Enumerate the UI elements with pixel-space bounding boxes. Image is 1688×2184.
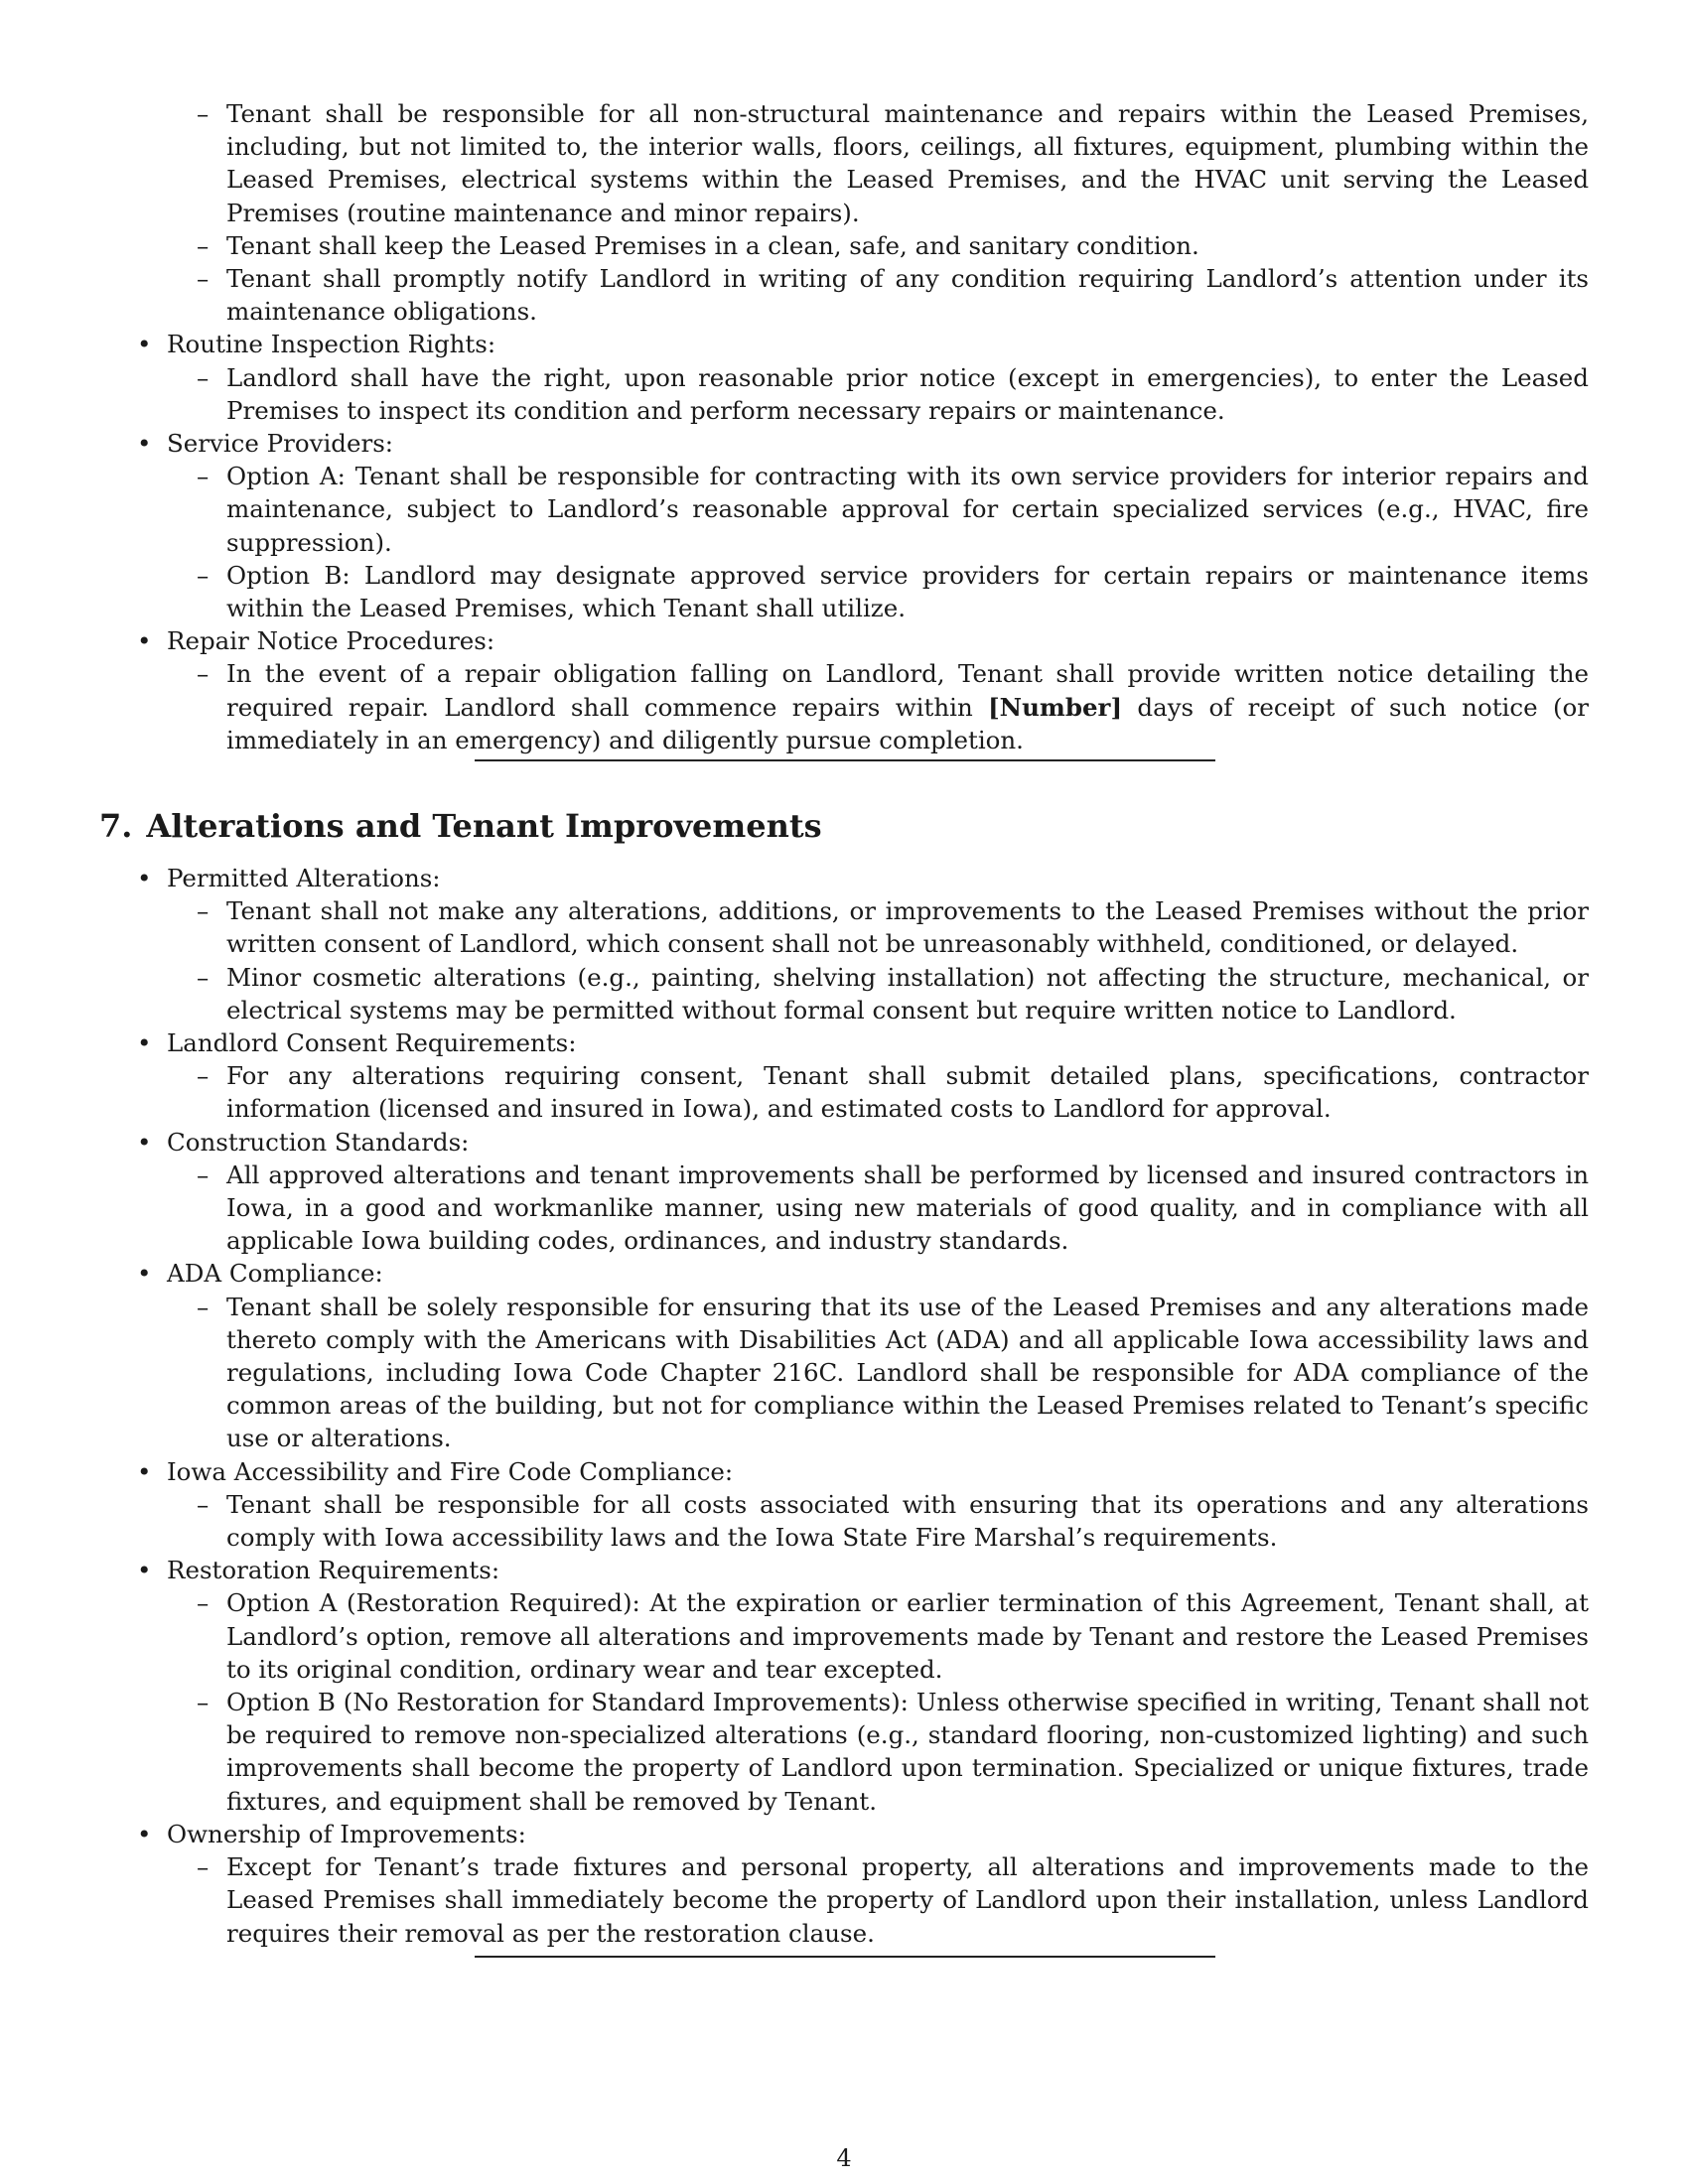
bullet-item: • Restoration Requirements: (99, 1554, 1589, 1586)
bullet-item: • Permitted Alterations: (99, 862, 1589, 894)
section-7-list (99, 862, 1589, 1950)
repair-notice-list (99, 657, 1589, 756)
sub-item: – Tenant shall be responsible for all non-structural maintenance and repairs within the Leased Premises, including, but not limited to, the interior walls, floors, ceilings, all fixtures, equipment, plumbing within the Leased Premises, electrical systems within the Leased Premises, and the HVAC unit serving the Leased Premises (routine maintenance and minor repairs). (99, 97, 1589, 229)
bullet-item: • Iowa Accessibility and Fire Code Compliance: (99, 1455, 1589, 1488)
section-7-body (99, 862, 1589, 1950)
section-divider (475, 759, 1215, 761)
sub-item: – Landlord shall have the right, upon reasonable prior notice (except in emergencies), to enter the Leased Premises to inspect its condition and perform necessary repairs or maintenance. (99, 361, 1589, 427)
section-6-list (99, 97, 1589, 657)
sub-item: – Tenant shall be solely responsible for ensuring that its use of the Leased Premises and any alterations made thereto comply with the Americans with Disabilities Act (ADA) and all applicable Iowa accessibility laws and regulations, including Iowa Code Chapter 216C. Landlord shall be responsible for ADA compliance of the common areas of the building, but not for compliance within the Leased Premises related to Tenant’s specific use or alterations. (99, 1291, 1589, 1455)
page-number: 4 (836, 2144, 852, 2172)
sub-item: – All approved alterations and tenant improvements shall be performed by licensed and insured contractors in Iowa, in a good and workmanlike manner, using new materials of good quality, and in compliance with all applicable Iowa building codes, ordinances, and industry standards. (99, 1159, 1589, 1258)
repair-notice-after: days of receipt of such notice (or immediately in an emergency) and diligently pursue completion. (226, 692, 1589, 754)
section-number: 7. (99, 807, 133, 845)
sub-item: – For any alterations requiring consent, Tenant shall submit detailed plans, specifications, contractor information (licensed and insured in Iowa), and estimated costs to Landlord for approval. (99, 1059, 1589, 1125)
sub-item: – Option B: Landlord may designate approved service providers for certain repairs or maintenance items within the Leased Premises, which Tenant shall utilize. (99, 559, 1589, 624)
section-divider (475, 1956, 1215, 1958)
sub-item: – Option A: Tenant shall be responsible for contracting with its own service providers for interior repairs and maintenance, subject to Landlord’s reasonable approval for certain specialized services (e.g., HVAC, fire suppression). (99, 460, 1589, 559)
bullet-item: • Construction Standards: (99, 1126, 1589, 1159)
section-7-heading (99, 806, 822, 846)
bullet-item: • Service Providers: (99, 427, 1589, 460)
bullet-item: • Ownership of Improvements: (99, 1818, 1589, 1850)
section-title: Alterations and Tenant Improvements (146, 807, 822, 845)
sub-item: – Minor cosmetic alterations (e.g., painting, shelving installation) not affecting the structure, mechanical, or electrical systems may be permitted without formal consent but require written notice to Landlord. (99, 961, 1589, 1026)
sub-item: – Tenant shall be responsible for all costs associated with ensuring that its operations and any alterations comply with Iowa accessibility laws and the Iowa State Fire Marshal’s requirements. (99, 1488, 1589, 1554)
bullet-item: • Repair Notice Procedures: (99, 624, 1589, 657)
section-6-continuation (99, 97, 1589, 756)
sub-item: – Except for Tenant’s trade fixtures and personal property, all alterations and improvements made to the Leased Premises shall immediately become the property of Landlord upon their installation, unless Landlord requires their removal as per the restoration clause. (99, 1850, 1589, 1950)
bullet-item: • Routine Inspection Rights: (99, 328, 1589, 360)
repair-notice-before: In the event of a repair obligation falling on Landlord, Tenant shall provide written notice detailing the required repair. Landlord shall commence repairs within (226, 659, 1589, 722)
number-placeholder: [Number] (988, 692, 1123, 722)
sub-item: – Option B (No Restoration for Standard Improvements): Unless otherwise specified in writing, Tenant shall not be required to remove non-specialized alterations (e.g., standard flooring, non-customized lighting) and such improvements shall become the property of Landlord upon termination. Specialized or unique fixtures, trade fixtures, and equipment shall be removed by Tenant. (99, 1686, 1589, 1818)
sub-item: – Tenant shall not make any alterations, additions, or improvements to the Leased Premises without the prior written consent of Landlord, which consent shall not be unreasonably withheld, conditioned, or delayed. (99, 894, 1589, 960)
sub-item: – Tenant shall promptly notify Landlord in writing of any condition requiring Landlord’s attention under its maintenance obligations. (99, 262, 1589, 328)
sub-item: – Tenant shall keep the Leased Premises in a clean, safe, and sanitary condition. (99, 229, 1589, 262)
sub-item: – Option A (Restoration Required): At the expiration or earlier termination of this Agreement, Tenant shall, at Landlord’s option, remove all alterations and improvements made by Tenant and restore the Leased Premises to its original condition, ordinary wear and tear excepted. (99, 1586, 1589, 1686)
bullet-item: • Landlord Consent Requirements: (99, 1026, 1589, 1059)
repair-notice-item (99, 657, 1589, 756)
bullet-item: • ADA Compliance: (99, 1257, 1589, 1290)
